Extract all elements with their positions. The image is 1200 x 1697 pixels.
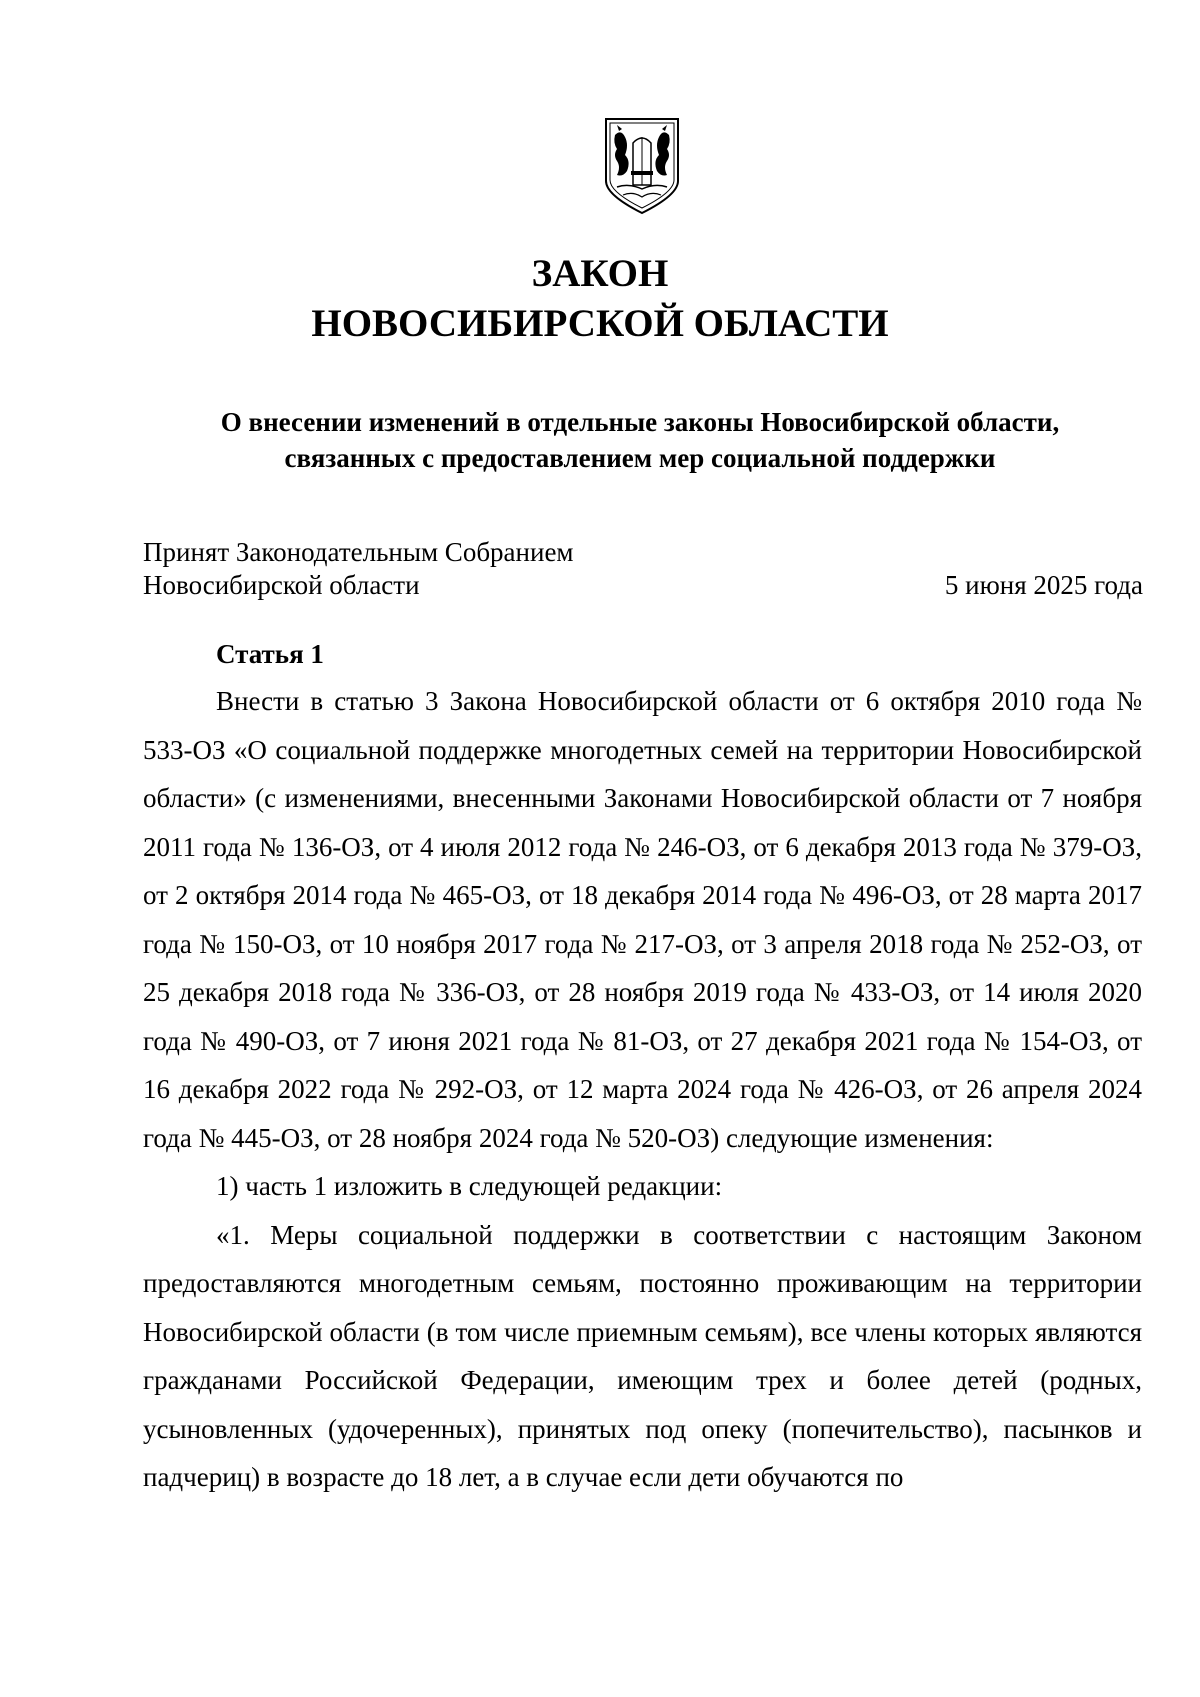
- article-paragraph-3: «1. Меры социальной поддержки в соответствии с настоящим Законом предоставляются многодетным семьям, постоянно проживающим на территории Новосибирской области (в том числе приемным семьям), все члены которых являются гражданами Российской Федерации, имеющим трех и более детей (родных, усыновленных (удочеренных), принятых под опеку (попечительство), пасынков и падчериц) в возрасте до 18 лет, а в случае если дети обучаются по: [143, 1219, 1142, 1492]
- law-subtitle: [140, 404, 1140, 476]
- article-heading: Статья 1: [216, 639, 324, 669]
- subtitle-line2: связанных с предоставлением мер социальной поддержки: [284, 443, 996, 473]
- article-paragraph-2: 1) часть 1 изложить в следующей редакции:: [216, 1171, 723, 1201]
- document-title-line1: ЗАКОН: [531, 252, 669, 295]
- article-body: [143, 677, 1142, 1502]
- document-title-line2: НОВОСИБИРСКОЙ ОБЛАСТИ: [311, 302, 889, 345]
- coat-of-arms-icon: [603, 115, 681, 217]
- adoption-date: 5 июня 2025 года: [944, 570, 1143, 600]
- adoption-line1: Принят Законодательным Собранием: [143, 537, 574, 567]
- subtitle-line1: О внесении изменений в отдельные законы Новосибирской области,: [220, 407, 1060, 437]
- article-paragraph-1: Внести в статью 3 Закона Новосибирской области от 6 октября 2010 года № 533-ОЗ «О социальной поддержке многодетных семей на территории Новосибирской области» (с изменениями, внесенными Законами Новосибирской области от 7 ноября 2011 года № 136-ОЗ, от 4 июля 2012 года № 246-ОЗ, от 6 декабря 2013 года № 379-ОЗ, от 2 октября 2014 года № 465-ОЗ, от 18 декабря 2014 года № 496-ОЗ, от 28 марта 2017 года № 150-ОЗ, от 10 ноября 2017 года № 217-ОЗ, от 3 апреля 2018 года № 252-ОЗ, от 25 декабря 2018 года № 336-ОЗ, от 28 ноября 2019 года № 433-ОЗ, от 14 июля 2020 года № 490-ОЗ, от 7 июня 2021 года № 81-ОЗ, от 27 декабря 2021 года № 154-ОЗ, от 16 декабря 2022 года № 292-ОЗ, от 12 марта 2024 года № 426-ОЗ, от 26 апреля 2024 года № 445-ОЗ, от 28 ноября 2024 года № 520-ОЗ) следующие изменения:: [143, 686, 1142, 1153]
- adoption-line2: Новосибирской области: [143, 570, 420, 600]
